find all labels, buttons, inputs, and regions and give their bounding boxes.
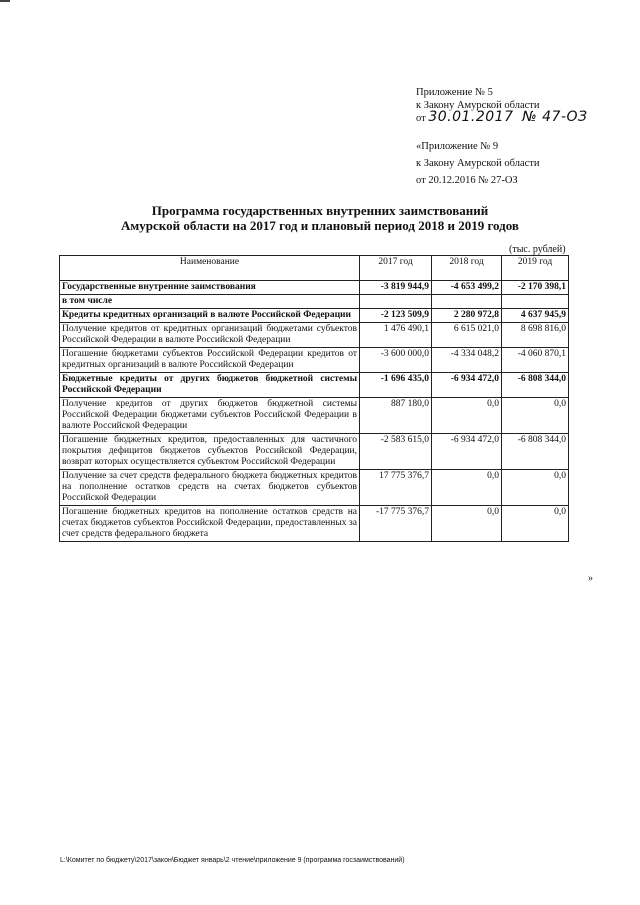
prior-appendix-header <box>416 138 540 189</box>
prior-date-line: от 20.12.2016 № 27-ОЗ <box>416 175 518 186</box>
table-row: Кредиты кредитных организаций в валюте Российской Федерации -2 123 509,9 2 280 972,8 4 637 945,9 <box>60 309 569 323</box>
column-header-2017: 2017 год <box>360 256 432 281</box>
handwritten-number: № 47-ОЗ <box>522 109 588 125</box>
law-line: к Закону Амурской области <box>416 100 540 111</box>
prior-appendix-line: «Приложение № 9 <box>416 141 499 152</box>
title-line-1: Программа государственных внутренних заимствований <box>151 203 489 218</box>
appendix-header <box>416 86 588 125</box>
prior-law-line: к Закону Амурской области <box>416 158 540 169</box>
footer-file-path: L:\Комитет по бюджету\2017\закон\Бюджет январь\2 чтение\приложение 9 (программа госзаимствований) <box>60 857 405 864</box>
table-row: Погашение бюджетных кредитов на пополнение остатков средств на счетах бюджетов субъектов Российской Федерации, предоставленных за счет средств федерального бюджета -17 775 376,7 0,0 0,0 <box>60 506 569 542</box>
title-line-2: Амурской области на 2017 год и плановый период 2018 и 2019 годов <box>121 218 519 233</box>
borrowing-table <box>59 255 569 542</box>
table-row: в том числе <box>60 295 569 309</box>
table-row: Погашение бюджетами субъектов Российской Федерации кредитов от кредитных организаций в валюте Российской Федерации -3 600 000,0 -4 334 048,2 -4 060 870,1 <box>60 348 569 373</box>
table-row: Получение кредитов от кредитных организаций бюджетами субъектов Российской Федерации в валюте Российской Федерации 1 476 490,1 6 615 021,0 8 698 816,0 <box>60 323 569 348</box>
scan-corner-mark <box>0 0 10 6</box>
table-row: Бюджетные кредиты от других бюджетов бюджетной системы Российской Федерации -1 696 435,0 -6 934 472,0 -6 808 344,0 <box>60 373 569 398</box>
table-row: Получение кредитов от других бюджетов бюджетной системы Российской Федерации бюджетами субъектов Российской Федерации в валюте Российской Федерации 887 180,0 0,0 0,0 <box>60 398 569 434</box>
handwritten-date: 30.01.2017 <box>428 109 514 125</box>
column-header-name: Наименование <box>60 256 360 281</box>
column-header-2018: 2018 год <box>432 256 502 281</box>
document-title <box>0 203 640 233</box>
column-header-2019: 2019 год <box>502 256 569 281</box>
units-label: (тыс. рублей) <box>509 244 566 255</box>
table-row: Государственные внутренние заимствования -3 819 944,9 -4 653 499,2 -2 170 398,1 <box>60 281 569 295</box>
date-line: от 30.01.2017 № 47-ОЗ <box>416 109 588 125</box>
table-row: Получение за счет средств федерального бюджета бюджетных кредитов на пополнение остатков средств на счетах бюджетов субъектов Российской Федерации 17 775 376,7 0,0 0,0 <box>60 470 569 506</box>
table-header-row <box>60 256 569 281</box>
table-row: Погашение бюджетных кредитов, предоставленных для частичного покрытия дефицитов бюджетов субъектов Российской Федерации, возврат которых осуществляется субъектом Российской Федерации -2 583 615,0 -6 934 472,0 -6 808 344,0 <box>60 434 569 470</box>
appendix-line: Приложение № 5 <box>416 87 493 98</box>
closing-quote-mark: » <box>588 573 593 584</box>
